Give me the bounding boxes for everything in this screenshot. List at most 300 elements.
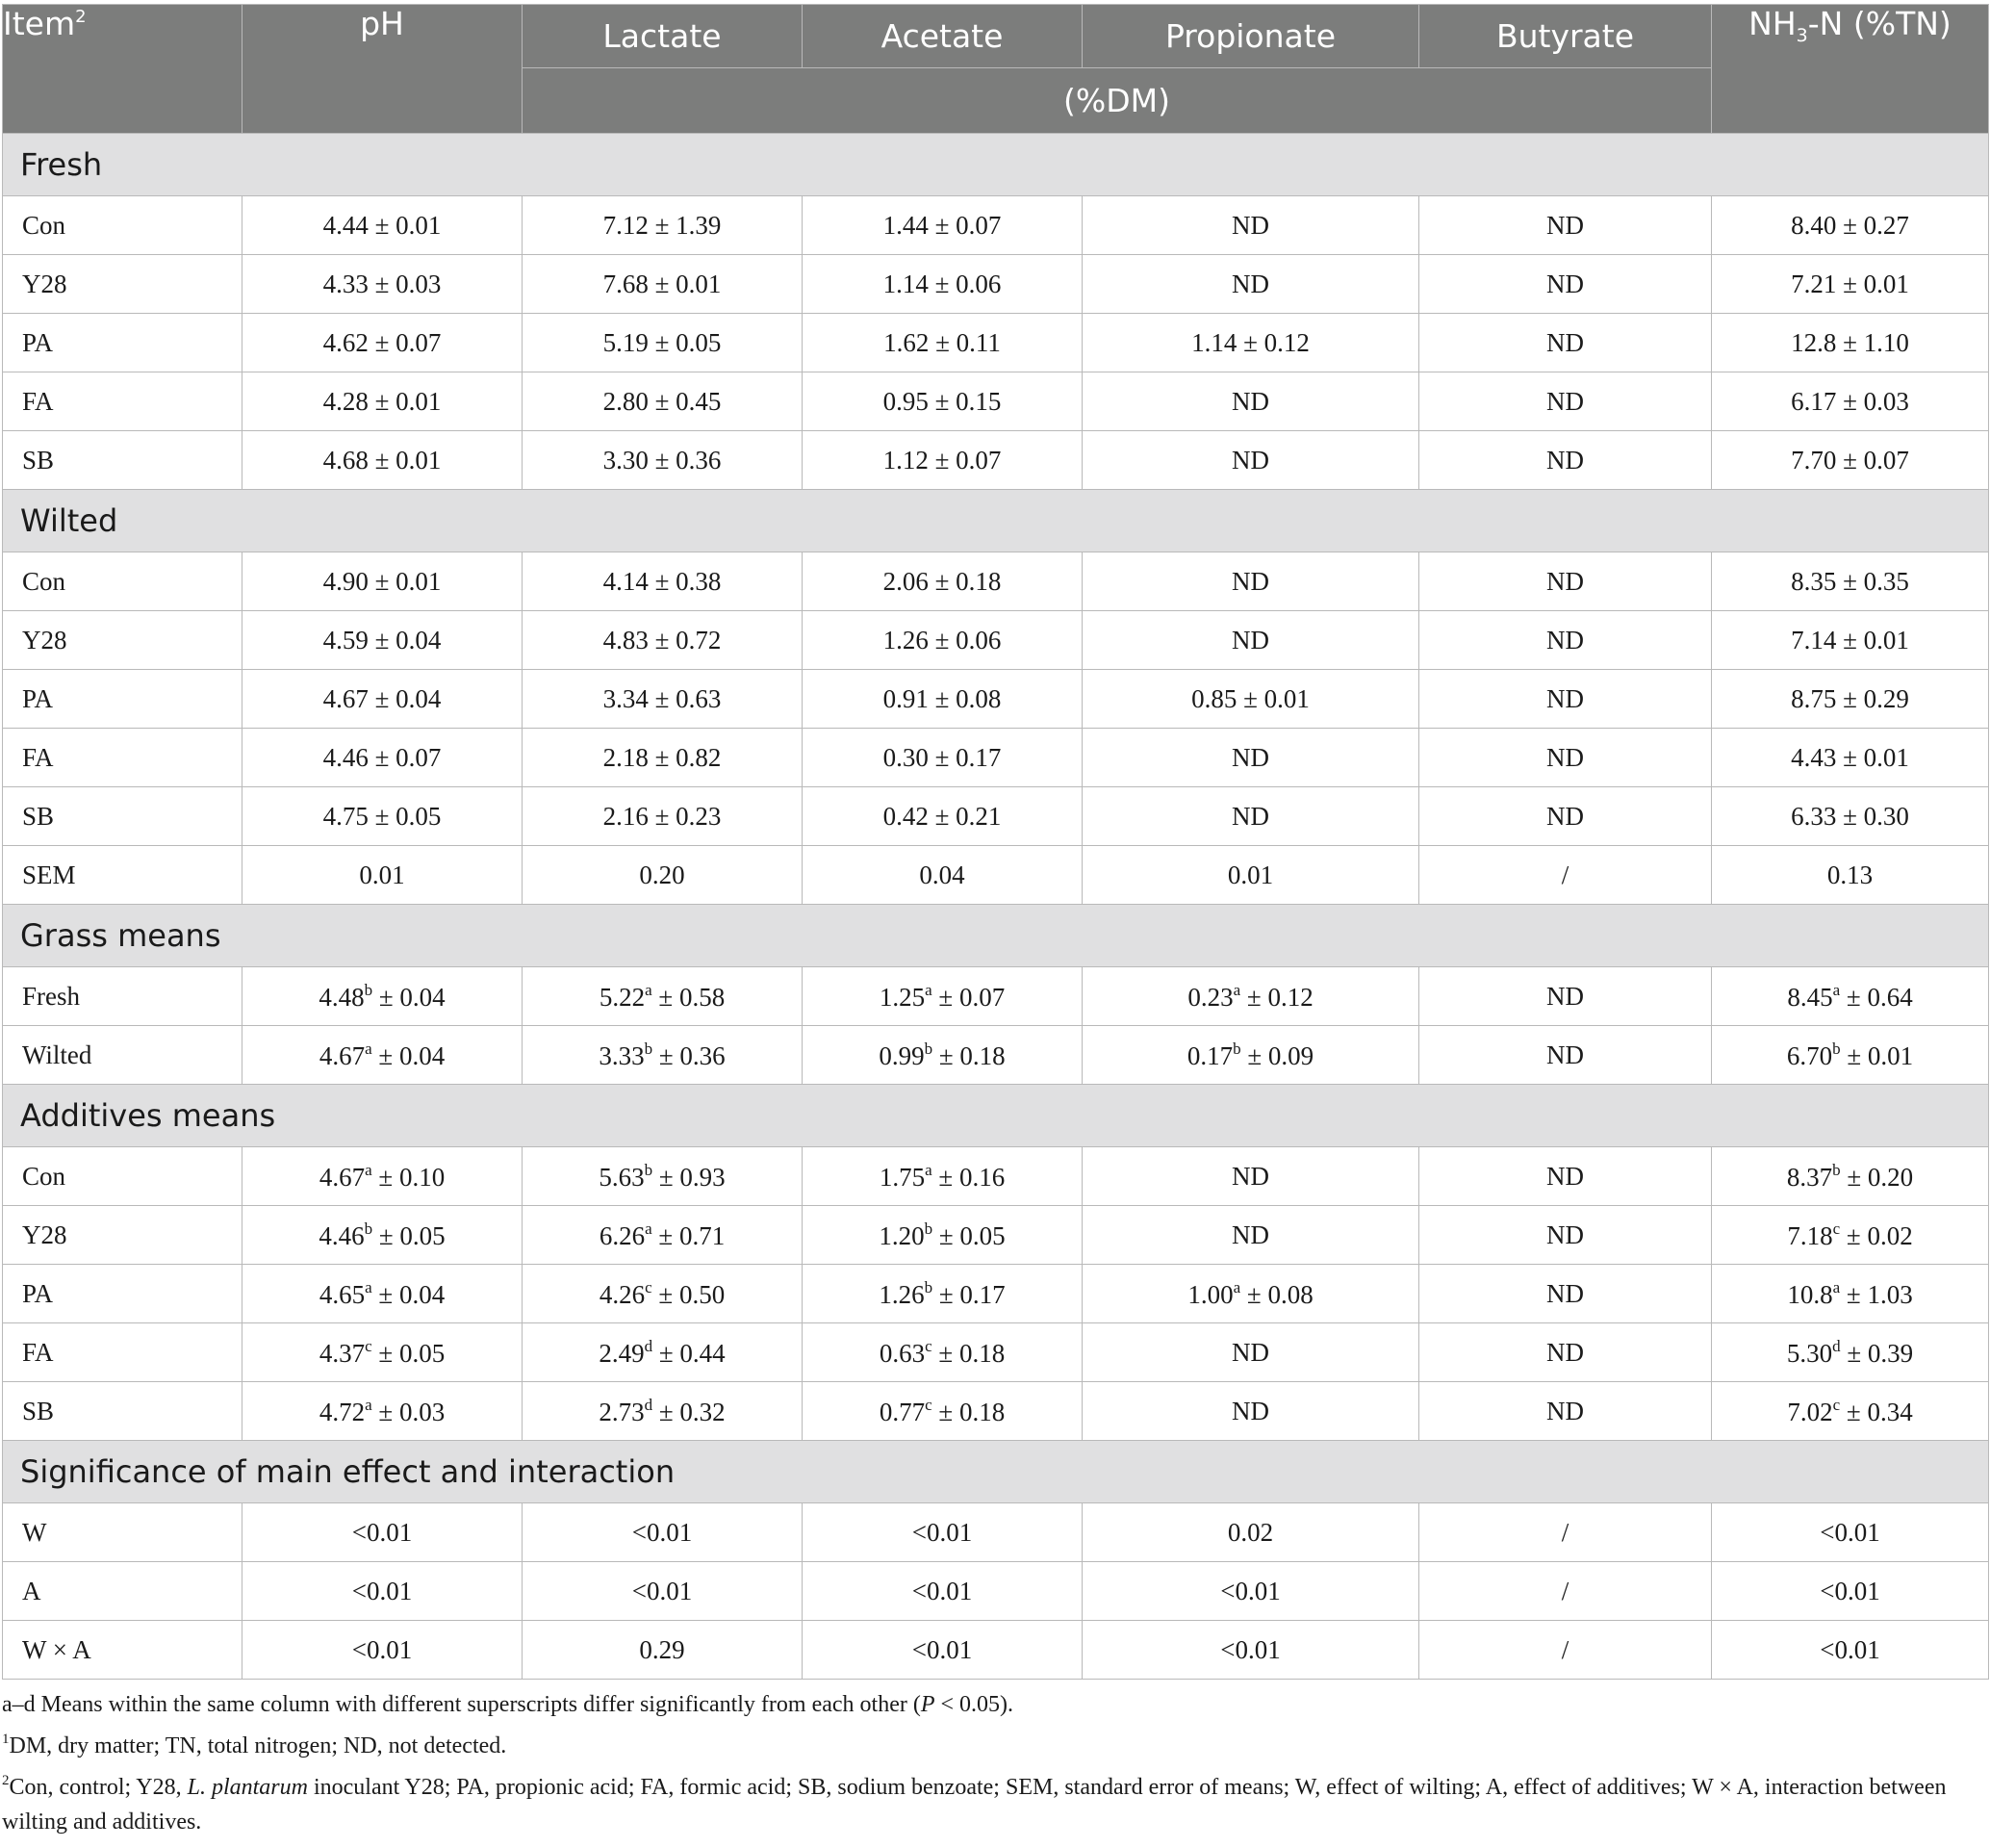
table-row (3, 1265, 1989, 1323)
plus-minus-sign: ± (371, 1162, 399, 1192)
section-row-fresh (3, 134, 1989, 196)
cell-value: 4.59 (322, 625, 369, 654)
plus-minus-sign: ± (1840, 1220, 1868, 1250)
cell-error: 1.39 (676, 210, 722, 240)
cell-error: 0.08 (956, 683, 1002, 713)
cell-value: / (1561, 860, 1569, 889)
row-label: FA (3, 729, 242, 787)
cell-value: ND (1232, 566, 1269, 596)
cell-propionate (1083, 787, 1419, 846)
cell-lactate (523, 1562, 803, 1621)
cell-acetate (803, 967, 1083, 1026)
cell-error: 0.09 (1267, 1040, 1314, 1070)
plus-minus-sign: ± (652, 1040, 680, 1070)
plus-minus-sign: ± (368, 386, 396, 416)
cell-ph (242, 314, 523, 372)
plus-minus-sign: ± (368, 801, 396, 831)
cell-ph (242, 846, 523, 905)
row-label: A (3, 1562, 242, 1621)
section-row-additives-means (3, 1085, 1989, 1147)
significance-superscript: a (645, 980, 652, 999)
cell-value: 4.62 (322, 327, 369, 357)
plus-minus-sign: ± (368, 445, 396, 475)
cell-value: 5.22 (599, 982, 646, 1012)
cell-value: 0.91 (882, 683, 929, 713)
cell-error: 0.07 (958, 982, 1006, 1012)
row-label: SB (3, 787, 242, 846)
significance-superscript: a (1233, 1277, 1241, 1296)
cell-error: 0.06 (956, 625, 1002, 654)
row-label: Con (3, 196, 242, 255)
table-row (3, 787, 1989, 846)
cell-error: 0.10 (398, 1162, 446, 1192)
footnote-1: $^1$DM, dry matter; TN, total nitrogen; ND, not detected. (2, 1732, 507, 1758)
row-label: Y28 (3, 255, 242, 314)
cell-value: 7.68 (602, 269, 649, 298)
cell-error: 0.05 (395, 801, 442, 831)
cell-nh3n (1712, 1323, 1989, 1382)
cell-value: 8.45 (1787, 982, 1833, 1012)
plus-minus-sign: ± (1840, 1279, 1868, 1309)
cell-value: 1.25 (879, 982, 926, 1012)
cell-nh3n (1712, 1562, 1989, 1621)
cell-acetate (803, 314, 1083, 372)
plus-minus-sign: ± (1836, 327, 1864, 357)
significance-superscript: b (924, 1277, 933, 1296)
cell-error: 0.36 (679, 1040, 726, 1070)
significance-superscript: c (1832, 1395, 1841, 1414)
cell-nh3n (1712, 1382, 1989, 1441)
cell-nh3n (1712, 670, 1989, 729)
cell-ph (242, 1621, 523, 1680)
significance-superscript: a (645, 1219, 652, 1238)
cell-error: 0.07 (395, 327, 442, 357)
cell-error: 0.29 (1863, 683, 1909, 713)
cell-acetate (803, 1382, 1083, 1441)
cell-value: 7.70 (1791, 445, 1837, 475)
row-label: PA (3, 670, 242, 729)
cell-error: 0.34 (1867, 1397, 1913, 1426)
cell-lactate (523, 1621, 803, 1680)
row-label: Wilted (3, 1026, 242, 1085)
plus-minus-sign: ± (372, 1220, 400, 1250)
cell-ph (242, 1206, 523, 1265)
plus-minus-sign: ± (651, 1279, 679, 1309)
plus-minus-sign: ± (652, 1162, 680, 1192)
plus-minus-sign: ± (368, 210, 396, 240)
cell-value: ND (1546, 742, 1584, 772)
table-row (3, 255, 1989, 314)
header-unit: (%DM) (523, 68, 1712, 134)
plus-minus-sign: ± (1240, 1279, 1268, 1309)
cell-error: 0.35 (1863, 566, 1909, 596)
cell-propionate (1083, 611, 1419, 670)
cell-acetate (803, 611, 1083, 670)
cell-error: 0.01 (1263, 683, 1310, 713)
cell-value: 0.99 (879, 1040, 925, 1070)
plus-minus-sign: ± (368, 327, 396, 357)
cell-value: 5.19 (602, 327, 649, 357)
plus-minus-sign: ± (1836, 801, 1864, 831)
cell-error: 0.03 (1863, 386, 1909, 416)
header-acetate: Acetate (803, 5, 1083, 68)
cell-butyrate (1419, 314, 1712, 372)
cell-value: ND (1546, 386, 1584, 416)
cell-error: 0.15 (956, 386, 1002, 416)
cell-value: 7.18 (1787, 1220, 1833, 1250)
cell-value: <0.01 (1820, 1517, 1880, 1547)
cell-butyrate (1419, 1382, 1712, 1441)
cell-error: 0.38 (676, 566, 722, 596)
plus-minus-sign: ± (368, 625, 396, 654)
cell-error: 0.05 (959, 1220, 1006, 1250)
cell-value: 4.83 (602, 625, 649, 654)
cell-nh3n (1712, 846, 1989, 905)
cell-value: 0.23 (1187, 982, 1234, 1012)
plus-minus-sign: ± (928, 269, 957, 298)
cell-value: 0.63 (879, 1338, 926, 1368)
cell-acetate (803, 787, 1083, 846)
cell-error: 0.27 (1863, 210, 1909, 240)
plus-minus-sign: ± (371, 1397, 399, 1426)
cell-error: 0.04 (395, 683, 442, 713)
cell-value: <0.01 (911, 1517, 973, 1547)
cell-butyrate (1419, 611, 1712, 670)
cell-value: 1.12 (882, 445, 929, 475)
cell-value: 1.14 (882, 269, 929, 298)
cell-nh3n (1712, 372, 1989, 431)
cell-acetate (803, 1562, 1083, 1621)
cell-error: 0.12 (1263, 327, 1310, 357)
cell-ph (242, 611, 523, 670)
cell-lactate (523, 670, 803, 729)
row-label: Con (3, 552, 242, 611)
cell-nh3n (1712, 255, 1989, 314)
plus-minus-sign: ± (1836, 269, 1864, 298)
cell-butyrate (1419, 1621, 1712, 1680)
cell-error: 0.01 (395, 445, 442, 475)
cell-acetate (803, 1265, 1083, 1323)
cell-butyrate (1419, 846, 1712, 905)
significance-superscript: a (925, 980, 932, 999)
significance-superscript: c (925, 1395, 932, 1414)
row-label: PA (3, 314, 242, 372)
cell-value: 0.01 (1227, 860, 1274, 889)
plus-minus-sign: ± (368, 566, 396, 596)
cell-value: 8.40 (1791, 210, 1837, 240)
cell-propionate (1083, 670, 1419, 729)
cell-error: 0.04 (399, 982, 446, 1012)
cell-error: 0.72 (676, 625, 722, 654)
cell-error: 0.07 (1863, 445, 1909, 475)
cell-value: 0.29 (639, 1634, 685, 1664)
cell-propionate (1083, 255, 1419, 314)
cell-propionate (1083, 1206, 1419, 1265)
cell-error: 0.39 (1867, 1338, 1914, 1368)
significance-superscript: b (1832, 1039, 1841, 1058)
table-row (3, 611, 1989, 670)
cell-butyrate (1419, 255, 1712, 314)
plus-minus-sign: ± (1840, 1162, 1868, 1192)
cell-value: 4.14 (602, 566, 649, 596)
plus-minus-sign: ± (1836, 625, 1864, 654)
cell-propionate (1083, 1503, 1419, 1562)
cell-value: <0.01 (1820, 1576, 1880, 1605)
cell-error: 0.18 (956, 566, 1002, 596)
table-row (3, 1562, 1989, 1621)
significance-superscript: b (644, 1039, 653, 1058)
cell-nh3n (1712, 431, 1989, 490)
cell-error: 0.23 (676, 801, 722, 831)
cell-butyrate (1419, 1323, 1712, 1382)
cell-acetate (803, 431, 1083, 490)
plus-minus-sign: ± (1836, 210, 1864, 240)
cell-ph (242, 552, 523, 611)
plus-minus-sign: ± (371, 1279, 399, 1309)
plus-minus-sign: ± (929, 327, 957, 357)
cell-value: 12.8 (1791, 327, 1837, 357)
row-label: Y28 (3, 611, 242, 670)
cell-propionate (1083, 1382, 1419, 1441)
cell-value: 0.85 (1191, 683, 1237, 713)
cell-value: 4.75 (322, 801, 369, 831)
plus-minus-sign: ± (648, 801, 676, 831)
plus-minus-sign: ± (1836, 683, 1864, 713)
cell-ph (242, 670, 523, 729)
cell-ph (242, 967, 523, 1026)
cell-value: 1.00 (1187, 1279, 1234, 1309)
cell-error: 0.12 (1267, 982, 1314, 1012)
plus-minus-sign: ± (1840, 1397, 1868, 1426)
plus-minus-sign: ± (1237, 327, 1264, 357)
significance-superscript: b (924, 1039, 933, 1058)
cell-propionate (1083, 552, 1419, 611)
cell-butyrate (1419, 967, 1712, 1026)
table-row (3, 552, 1989, 611)
cell-value: ND (1232, 1219, 1269, 1249)
cell-value: 0.13 (1826, 860, 1874, 889)
cell-error: 0.01 (1863, 625, 1909, 654)
cell-value: ND (1546, 445, 1584, 475)
plus-minus-sign: ± (648, 445, 676, 475)
cell-error: 0.05 (398, 1338, 446, 1368)
section-title: Significance of main effect and interaction (3, 1441, 1989, 1503)
cell-propionate (1083, 1265, 1419, 1323)
cell-butyrate (1419, 670, 1712, 729)
row-label: Fresh (3, 967, 242, 1026)
row-label: W × A (3, 1621, 242, 1680)
cell-lactate (523, 431, 803, 490)
cell-value: ND (1546, 210, 1584, 240)
cell-propionate (1083, 1621, 1419, 1680)
table-row (3, 314, 1989, 372)
cell-error: 0.06 (956, 269, 1002, 298)
cell-error: 0.64 (1867, 982, 1913, 1012)
cell-value: 0.77 (879, 1397, 926, 1426)
cell-value: <0.01 (631, 1576, 693, 1605)
cell-lactate (523, 1503, 803, 1562)
table-row (3, 729, 1989, 787)
cell-error: 0.18 (958, 1338, 1006, 1368)
cell-propionate (1083, 1026, 1419, 1085)
header-row (3, 5, 1989, 68)
cell-error: 1.03 (1867, 1279, 1913, 1309)
cell-error: 0.01 (676, 269, 722, 298)
cell-error: 0.05 (676, 327, 722, 357)
section-row-grass-means (3, 905, 1989, 967)
cell-error: 0.07 (956, 445, 1002, 475)
cell-error: 0.36 (676, 445, 722, 475)
cell-butyrate (1419, 431, 1712, 490)
cell-value: 0.20 (639, 860, 685, 889)
cell-value: 4.90 (322, 566, 369, 596)
header-nh3n: $NH_3-N$ (%TN) (1712, 5, 1989, 134)
cell-error: 0.01 (1863, 269, 1909, 298)
table-row (3, 372, 1989, 431)
cell-error: 0.17 (959, 1279, 1006, 1309)
cell-value: 2.49 (599, 1338, 645, 1368)
cell-value: 4.48 (319, 982, 365, 1012)
significance-superscript: c (645, 1277, 652, 1296)
section-title: Wilted (3, 490, 1989, 552)
cell-error: 0.01 (1863, 742, 1909, 772)
cell-value: 1.26 (879, 1279, 925, 1309)
cell-acetate (803, 729, 1083, 787)
cell-value: ND (1546, 1337, 1584, 1367)
plus-minus-sign: ± (928, 386, 957, 416)
cell-butyrate (1419, 552, 1712, 611)
cell-error: 0.07 (956, 210, 1002, 240)
footnotes (2, 1687, 1984, 1839)
header-item: Item$^2$ (3, 5, 242, 134)
cell-value: 4.65 (319, 1279, 366, 1309)
footnote-significance: a–d Means within the same column with different superscripts differ significantly from each other (P < 0.05). (2, 1692, 1014, 1717)
cell-propionate (1083, 196, 1419, 255)
plus-minus-sign: ± (648, 625, 676, 654)
plus-minus-sign: ± (1237, 683, 1264, 713)
plus-minus-sign: ± (1240, 982, 1268, 1012)
cell-value: ND (1232, 386, 1269, 416)
cell-value: 4.67 (319, 1040, 366, 1070)
row-label: FA (3, 1323, 242, 1382)
cell-nh3n (1712, 967, 1989, 1026)
cell-lactate (523, 1323, 803, 1382)
cell-value: 0.30 (882, 742, 929, 772)
cell-value: 4.26 (599, 1279, 646, 1309)
cell-acetate (803, 846, 1083, 905)
cell-value: ND (1232, 625, 1269, 654)
cell-lactate (523, 314, 803, 372)
cell-value: ND (1546, 269, 1584, 298)
plus-minus-sign: ± (371, 1338, 399, 1368)
cell-value: ND (1546, 327, 1584, 357)
significance-superscript: b (1233, 1039, 1241, 1058)
cell-lactate (523, 846, 803, 905)
cell-error: 0.63 (676, 683, 722, 713)
cell-value: <0.01 (351, 1634, 413, 1664)
plus-minus-sign: ± (928, 625, 957, 654)
cell-value: 4.44 (322, 210, 369, 240)
section-row-wilted (3, 490, 1989, 552)
significance-superscript: a (1832, 980, 1841, 999)
section-title: Additives means (3, 1085, 1989, 1147)
cell-butyrate (1419, 1503, 1712, 1562)
cell-butyrate (1419, 1562, 1712, 1621)
table-row (3, 670, 1989, 729)
significance-superscript: c (925, 1336, 932, 1355)
plus-minus-sign: ± (1836, 445, 1864, 475)
cell-nh3n (1712, 1265, 1989, 1323)
cell-error: 0.58 (678, 982, 726, 1012)
significance-superscript: a (925, 1160, 932, 1179)
cell-acetate (803, 1621, 1083, 1680)
cell-ph (242, 196, 523, 255)
cell-acetate (803, 1503, 1083, 1562)
cell-value: 7.12 (602, 210, 649, 240)
cell-value: <0.01 (1220, 1576, 1281, 1605)
table-row (3, 846, 1989, 905)
cell-lactate (523, 1382, 803, 1441)
row-label: PA (3, 1265, 242, 1323)
cell-error: 0.32 (679, 1397, 726, 1426)
cell-acetate (803, 1147, 1083, 1206)
significance-superscript: d (644, 1336, 653, 1355)
plus-minus-sign: ± (928, 566, 957, 596)
cell-error: 0.16 (958, 1162, 1006, 1192)
cell-error: 0.04 (398, 1279, 446, 1309)
cell-lactate (523, 1265, 803, 1323)
cell-value: 1.62 (883, 327, 930, 357)
cell-error: 0.07 (395, 742, 442, 772)
significance-superscript: a (365, 1395, 372, 1414)
cell-value: <0.01 (631, 1517, 693, 1547)
significance-superscript: d (644, 1395, 653, 1414)
plus-minus-sign: ± (648, 269, 676, 298)
plus-minus-sign: ± (372, 982, 400, 1012)
cell-value: 8.35 (1791, 566, 1837, 596)
cell-acetate (803, 670, 1083, 729)
cell-lactate (523, 1147, 803, 1206)
plus-minus-sign: ± (1840, 982, 1868, 1012)
cell-lactate (523, 967, 803, 1026)
cell-ph (242, 1382, 523, 1441)
table-row (3, 1503, 1989, 1562)
cell-value: 3.34 (602, 683, 649, 713)
cell-error: 0.17 (956, 742, 1002, 772)
cell-value: 0.95 (882, 386, 929, 416)
cell-lactate (523, 787, 803, 846)
cell-value: 8.75 (1791, 683, 1837, 713)
cell-value: 4.68 (322, 445, 369, 475)
table-row (3, 196, 1989, 255)
cell-butyrate (1419, 1147, 1712, 1206)
plus-minus-sign: ± (928, 445, 957, 475)
cell-value: 2.80 (602, 386, 649, 416)
row-label: Con (3, 1147, 242, 1206)
cell-value: <0.01 (1820, 1634, 1880, 1664)
cell-nh3n (1712, 196, 1989, 255)
cell-nh3n (1712, 729, 1989, 787)
cell-value: ND (1546, 1040, 1584, 1069)
cell-lactate (523, 729, 803, 787)
cell-error: 0.05 (399, 1220, 446, 1250)
cell-acetate (803, 372, 1083, 431)
cell-value: 6.17 (1791, 386, 1837, 416)
silage-fermentation-table (2, 4, 1989, 1680)
cell-value: 8.37 (1786, 1162, 1833, 1192)
plus-minus-sign: ± (1836, 566, 1864, 596)
cell-error: 0.03 (395, 269, 442, 298)
